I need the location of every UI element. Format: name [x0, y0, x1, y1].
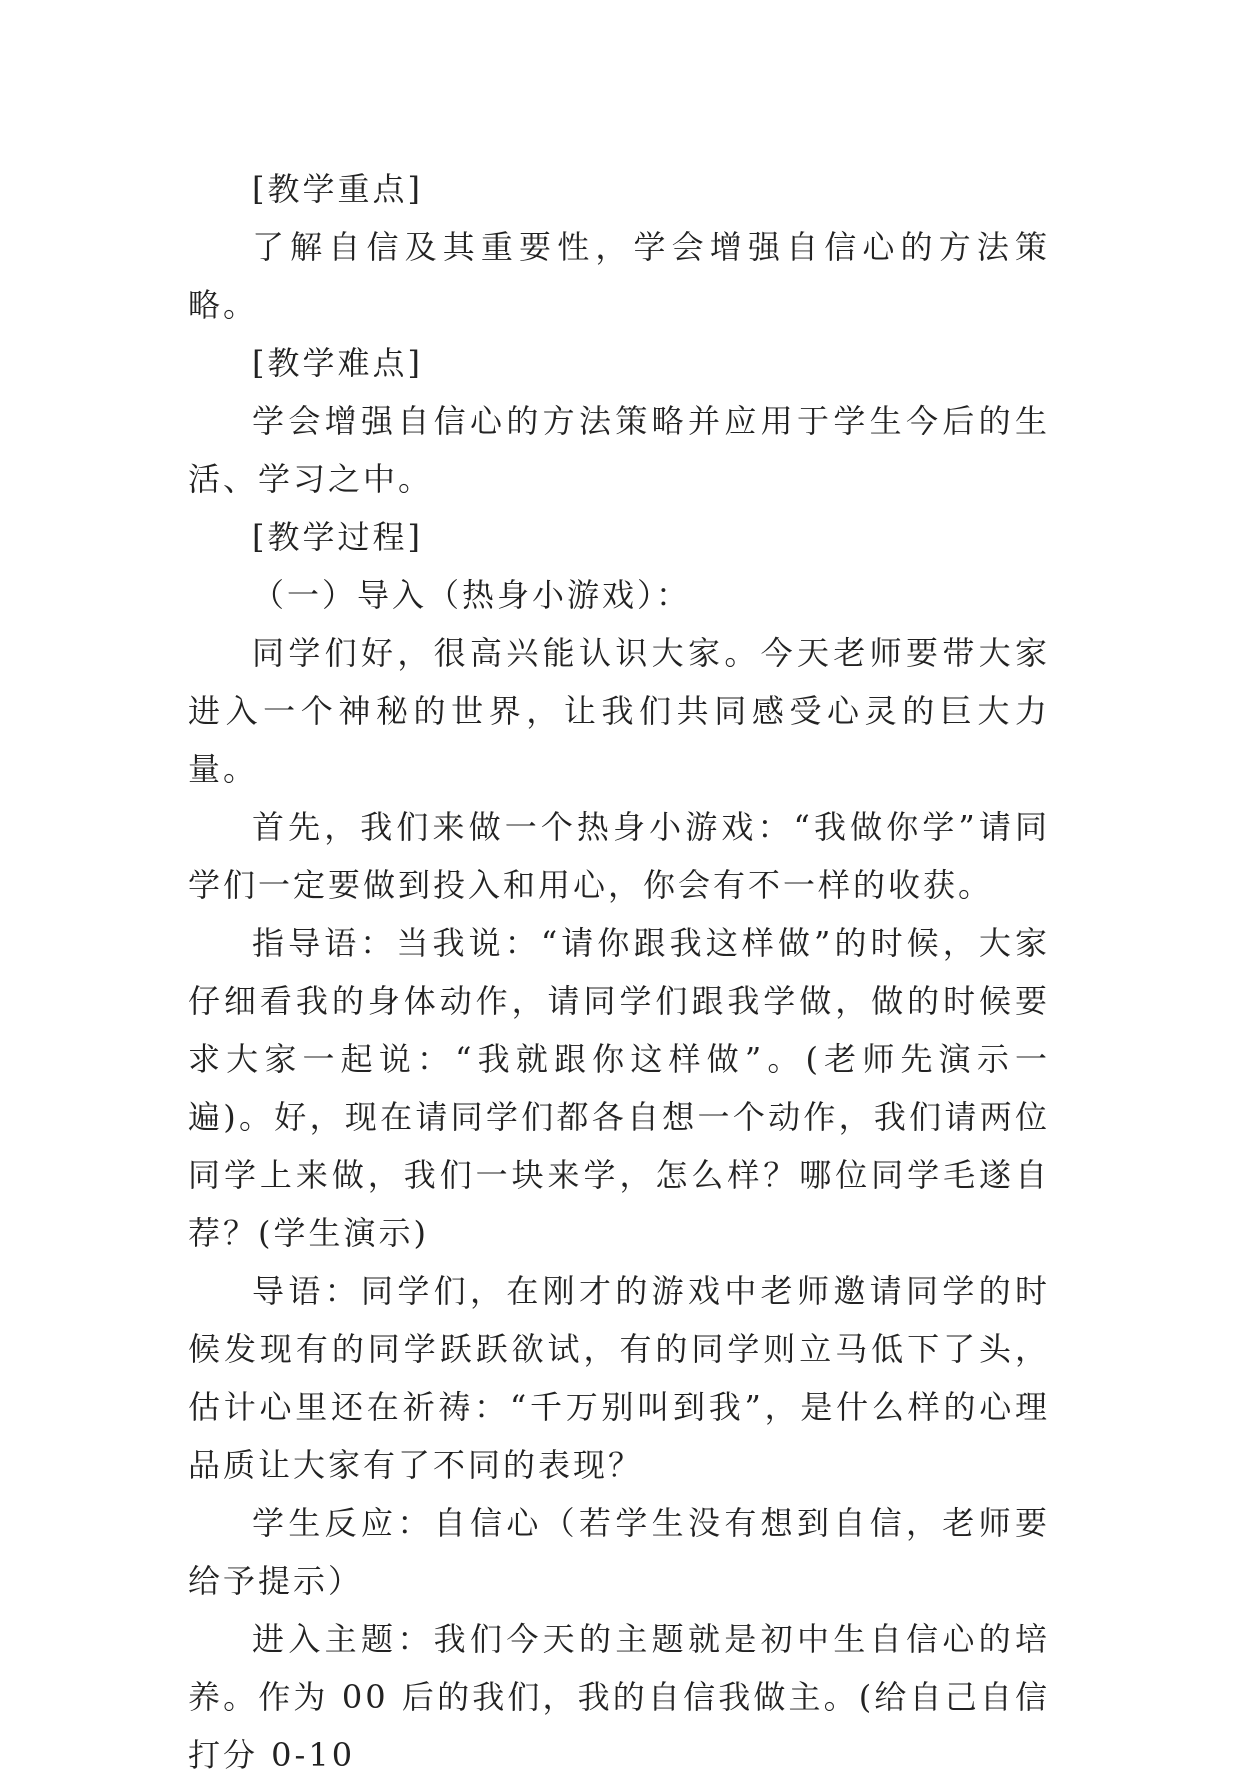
- heading-teaching-difficulty: [教学难点]: [252, 344, 423, 382]
- heading-teaching-process: [教学过程]: [252, 518, 423, 556]
- paragraph-instructions: 指导语：当我说：“请你跟我这样做”的时候，大家仔细看我的身体动作，请同学们跟我学做，做的时候要求大家一起说：“我就跟你这样做”。(老师先演示一遍)。好，现在请同学们都各自想一个动作，我们请两位同学上来做，我们一块来学，怎么样？哪位同学毛遂自荐？(学生演示): [188, 924, 1050, 1252]
- paragraph-focus-content: 了解自信及其重要性，学会增强自信心的方法策略。: [188, 228, 1050, 324]
- paragraph-greeting: 同学们好，很高兴能认识大家。今天老师要带大家进入一个神秘的世界，让我们共同感受心灵的巨大力量。: [188, 634, 1050, 788]
- paragraph-enter-topic: 进入主题：我们今天的主题就是初中生自信心的培养。作为 00 后的我们，我的自信我做主。(给自己自信打分 0-10: [188, 1620, 1050, 1774]
- heading-introduction: （一）导入（热身小游戏）：: [252, 576, 692, 614]
- paragraph-difficulty-content: 学会增强自信心的方法策略并应用于学生今后的生活、学习之中。: [188, 402, 1050, 498]
- paragraph-warmup-game: 首先，我们来做一个热身小游戏：“我做你学”请同学们一定要做到投入和用心，你会有不一样的收获。: [188, 808, 1050, 904]
- paragraph-lead-in: 导语：同学们，在刚才的游戏中老师邀请同学的时候发现有的同学跃跃欲试，有的同学则立马低下了头，估计心里还在祈祷：“千万别叫到我”，是什么样的心理品质让大家有了不同的表现？: [188, 1272, 1050, 1484]
- document-body: [188, 160, 1050, 1784]
- heading-teaching-focus: [教学重点]: [252, 170, 423, 208]
- paragraph-student-response: 学生反应：自信心（若学生没有想到自信，老师要给予提示）: [188, 1504, 1050, 1600]
